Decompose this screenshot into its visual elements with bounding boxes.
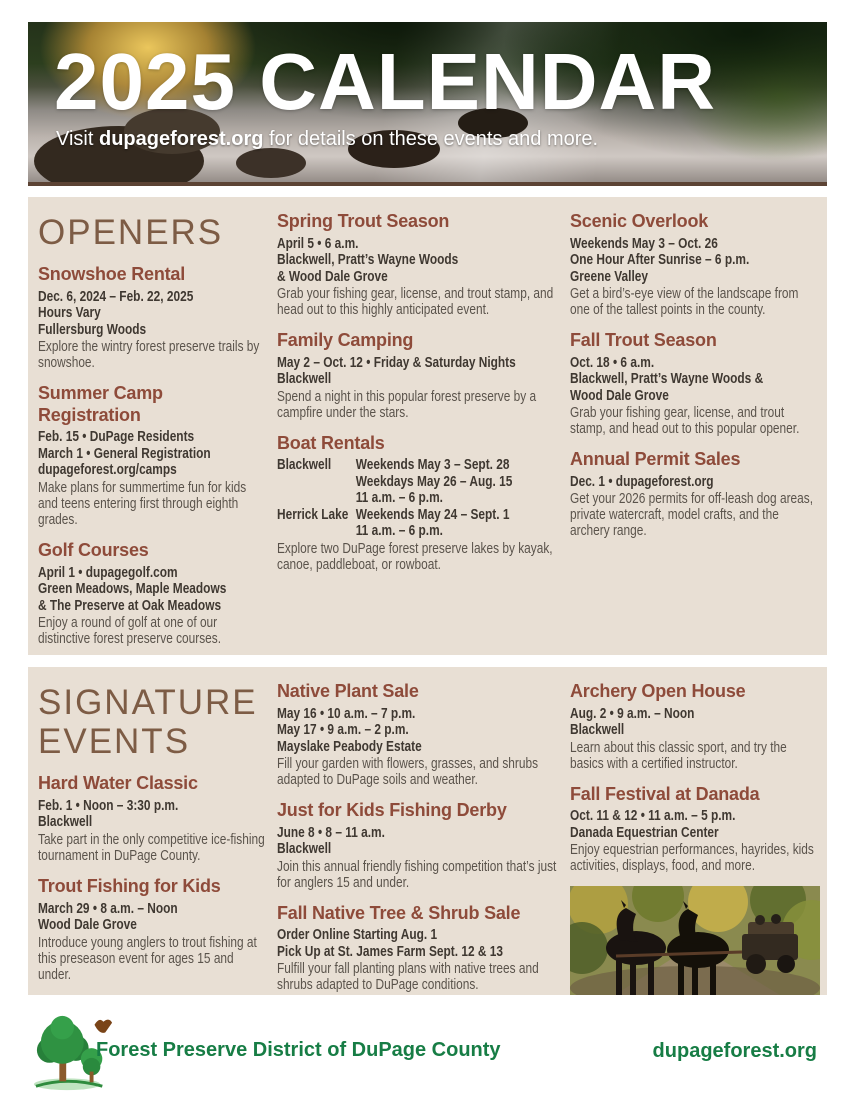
rental-location: Herrick Lake bbox=[277, 506, 349, 523]
event-description: Join this annual friendly fishing competition that’s just for anglers 15 and under. bbox=[277, 858, 557, 891]
event-body bbox=[38, 429, 267, 528]
event-info-line: Blackwell bbox=[570, 722, 625, 739]
event-info-line: Mayslake Peabody Estate bbox=[277, 738, 422, 755]
event-info bbox=[38, 565, 267, 615]
event-info-line: Danada Equestrian Center bbox=[570, 824, 719, 841]
event-info bbox=[570, 474, 817, 491]
rental-schedule-row bbox=[277, 507, 560, 540]
rental-times bbox=[356, 457, 560, 507]
event-title: Hard Water Classic bbox=[38, 773, 198, 794]
event-info-line: Oct. 11 & 12 • 11 a.m. – 5 p.m. bbox=[570, 808, 736, 825]
event-info-line: April 5 • 6 a.m. bbox=[277, 235, 359, 252]
event-title: Fall Native Tree & Shrub Sale bbox=[277, 902, 521, 923]
event-golf-courses bbox=[38, 540, 277, 647]
openers-heading: OPENERS bbox=[38, 213, 224, 252]
event-title: Trout Fishing for Kids bbox=[38, 875, 221, 896]
event-info-line: Aug. 2 • 9 a.m. – Noon bbox=[570, 705, 695, 722]
event-info-line: June 8 • 8 – 11 a.m. bbox=[277, 824, 385, 841]
event-description: Grab your fishing gear, license, and trout stamp, and head out to this highly anticipated event. bbox=[277, 286, 554, 319]
rental-time-line: Weekdays May 26 – Aug. 15 bbox=[355, 473, 513, 490]
event-body bbox=[38, 289, 267, 372]
signature-events-column-2 bbox=[277, 681, 570, 995]
openers-column-2 bbox=[277, 211, 570, 655]
event-annual-permit-sales bbox=[570, 449, 827, 539]
event-fall-festival-at-danada bbox=[570, 784, 827, 875]
hero-subtitle-prefix: Visit bbox=[56, 128, 99, 150]
event-info bbox=[277, 927, 560, 960]
bird-icon bbox=[95, 1020, 113, 1033]
event-description: Explore two DuPage forest preserve lakes by kayak, canoe, paddleboat, or rowboat. bbox=[277, 540, 553, 573]
event-body bbox=[38, 901, 267, 983]
event-info-line: Feb. 1 • Noon – 3:30 p.m. bbox=[38, 797, 179, 814]
event-spring-trout-season bbox=[277, 211, 570, 318]
event-info-line: Wood Dale Grove bbox=[38, 917, 137, 934]
event-hard-water-classic bbox=[38, 773, 277, 864]
event-fall-native-tree-shrub-sale bbox=[277, 903, 570, 994]
event-body bbox=[277, 457, 560, 573]
event-title: Just for Kids Fishing Derby bbox=[277, 800, 507, 821]
footer-org-name: Forest Preserve District of DuPage County bbox=[96, 1039, 501, 1061]
event-title: Fall Trout Season bbox=[570, 330, 717, 351]
event-description: Introduce young anglers to trout fishing at this preseason event for ages 15 and under. bbox=[38, 934, 257, 983]
hero-subtitle-suffix: for details on these events and more. bbox=[263, 128, 599, 150]
event-description: Spend a night in this popular forest preserve by a campfire under the stars. bbox=[277, 388, 537, 421]
rental-time-line: 11 a.m. – 6 p.m. bbox=[355, 490, 443, 507]
event-info-line: May 2 – Oct. 12 • Friday & Saturday Nights bbox=[277, 354, 516, 371]
event-title: Scenic Overlook bbox=[570, 211, 709, 231]
signature-events-heading: SIGNATURE EVENTS bbox=[38, 683, 258, 762]
event-info-line: Fullersburg Woods bbox=[38, 321, 147, 338]
event-info-line: March 1 • General Registration bbox=[38, 445, 211, 462]
event-info bbox=[38, 901, 267, 934]
event-archery-open-house bbox=[570, 681, 827, 772]
event-info-line: Green Meadows, Maple Meadows bbox=[38, 581, 227, 598]
event-info-line: Blackwell, Pratt’s Wayne Woods & bbox=[570, 371, 764, 388]
event-info-line: Blackwell bbox=[277, 371, 332, 388]
openers-column-3 bbox=[570, 211, 827, 655]
event-title: Boat Rentals bbox=[277, 432, 385, 453]
event-info-line: Feb. 15 • DuPage Residents bbox=[38, 429, 195, 446]
signature-events-section bbox=[28, 667, 827, 995]
event-info bbox=[38, 798, 267, 831]
event-info bbox=[38, 289, 267, 339]
rock-decoration bbox=[236, 148, 306, 178]
event-info bbox=[570, 236, 817, 286]
event-body bbox=[570, 355, 817, 438]
event-info bbox=[277, 236, 560, 286]
event-info-line: Pick Up at St. James Farm Sept. 12 & 13 bbox=[277, 943, 504, 960]
event-info-line: May 17 • 9 a.m. – 2 p.m. bbox=[277, 722, 409, 739]
event-info-line: Oct. 18 • 6 a.m. bbox=[570, 354, 655, 371]
hero-subtitle-url: dupageforest.org bbox=[98, 128, 264, 150]
event-info-line: April 1 • dupagegolf.com bbox=[38, 564, 178, 581]
event-info-line: Blackwell bbox=[277, 841, 332, 858]
signature-events-column-3 bbox=[570, 681, 827, 995]
event-scenic-overlook bbox=[570, 211, 827, 318]
event-title: Annual Permit Sales bbox=[570, 449, 741, 470]
event-info-line: & The Preserve at Oak Meadows bbox=[38, 597, 222, 614]
event-title: Snowshoe Rental bbox=[38, 264, 186, 285]
event-trout-fishing-for-kids bbox=[38, 876, 277, 983]
event-info-line: One Hour After Sunrise – 6 p.m. bbox=[570, 252, 750, 269]
event-title: Native Plant Sale bbox=[277, 681, 419, 701]
event-photo-block bbox=[570, 886, 827, 995]
signature-events-column-1 bbox=[38, 681, 277, 995]
event-title: Golf Courses bbox=[38, 539, 149, 560]
event-description: Take part in the only competitive ice-fishing tournament in DuPage County. bbox=[38, 831, 265, 864]
event-info bbox=[570, 808, 817, 841]
openers-section bbox=[28, 197, 827, 655]
rental-time-line: 11 a.m. – 6 p.m. bbox=[355, 523, 443, 540]
event-info-line: Weekends May 3 – Oct. 26 bbox=[570, 235, 718, 252]
event-description: Get your 2026 permits for off-leash dog areas, private watercraft, model crafts, and the archery range. bbox=[570, 491, 814, 540]
event-info bbox=[570, 706, 817, 739]
rental-time-line: Weekends May 3 – Sept. 28 bbox=[355, 457, 510, 474]
event-info-line: Dec. 1 • dupageforest.org bbox=[570, 473, 714, 490]
signature-events-columns bbox=[28, 667, 827, 995]
event-info-line: May 16 • 10 a.m. – 7 p.m. bbox=[277, 705, 416, 722]
event-fall-trout-season bbox=[570, 330, 827, 437]
event-description: Explore the wintry forest preserve trails by snowshoe. bbox=[38, 339, 260, 372]
openers-column-1 bbox=[38, 211, 277, 655]
event-description: Grab your fishing gear, license, and trout stamp, and head out to this popular opener. bbox=[570, 405, 800, 438]
event-snowshoe-rental bbox=[38, 264, 277, 371]
event-info-line: Hours Vary bbox=[38, 305, 101, 322]
page-title: 2025 CALENDAR bbox=[54, 37, 717, 126]
event-info bbox=[277, 706, 560, 756]
event-info-line: & Wood Dale Grove bbox=[277, 268, 388, 285]
event-body bbox=[570, 236, 817, 319]
event-info bbox=[277, 825, 560, 858]
event-description: Get a bird’s-eye view of the landscape from one of the tallest points in the county. bbox=[570, 286, 799, 319]
event-description: Enjoy equestrian performances, hayrides, kids activities, displays, food, and more. bbox=[570, 842, 814, 875]
hero-photo bbox=[28, 22, 827, 186]
event-description: Learn about this classic sport, and try the basics with a certified instructor. bbox=[570, 739, 787, 772]
event-info bbox=[570, 355, 817, 405]
footer bbox=[28, 995, 827, 1111]
event-body bbox=[570, 808, 817, 874]
event-info-line: Dec. 6, 2024 – Feb. 22, 2025 bbox=[38, 288, 194, 305]
event-body bbox=[277, 825, 560, 891]
hero-subtitle bbox=[56, 128, 598, 151]
event-info-line: Blackwell, Pratt’s Wayne Woods bbox=[277, 252, 459, 269]
event-info-line: Blackwell bbox=[38, 814, 93, 831]
event-description: Fulfill your fall planting plans with native trees and shrubs adapted to DuPage conditions. bbox=[277, 961, 539, 994]
event-body bbox=[570, 706, 817, 772]
event-body bbox=[38, 798, 267, 864]
event-body bbox=[277, 927, 560, 993]
event-body bbox=[277, 355, 560, 421]
rental-location: Blackwell bbox=[277, 457, 332, 474]
event-info-line: dupageforest.org/camps bbox=[38, 462, 177, 479]
rental-time-line: Weekends May 24 – Sept. 1 bbox=[355, 506, 510, 523]
rental-schedule-row bbox=[277, 457, 560, 507]
event-info-line: Wood Dale Grove bbox=[570, 387, 669, 404]
event-body bbox=[277, 706, 560, 789]
event-title: Family Camping bbox=[277, 330, 414, 351]
event-title: Fall Festival at Danada bbox=[570, 783, 760, 804]
event-description: Fill your garden with flowers, grasses, and shrubs adapted to DuPage soils and weather. bbox=[277, 756, 539, 789]
event-info-line: March 29 • 8 a.m. – Noon bbox=[38, 900, 178, 917]
footer-website: dupageforest.org bbox=[652, 1040, 817, 1062]
event-title: Summer Camp Registration bbox=[38, 383, 163, 425]
openers-columns bbox=[28, 197, 827, 655]
event-info-line: Order Online Starting Aug. 1 bbox=[277, 927, 438, 944]
event-native-plant-sale bbox=[277, 681, 570, 788]
event-info-line: Greene Valley bbox=[570, 268, 649, 285]
event-title: Spring Trout Season bbox=[277, 211, 450, 231]
horse-drawn-wagon-autumn-forest-photo bbox=[570, 886, 820, 995]
event-title: Archery Open House bbox=[570, 681, 746, 701]
event-just-for-kids-fishing-derby bbox=[277, 800, 570, 891]
event-summer-camp-registration bbox=[38, 383, 277, 528]
event-body bbox=[38, 565, 267, 648]
event-description: Make plans for summertime fun for kids and teens entering first through eighth grades. bbox=[38, 479, 247, 528]
event-body bbox=[570, 474, 817, 540]
event-info bbox=[277, 355, 560, 388]
event-description: Enjoy a round of golf at one of our distinctive forest preserve courses. bbox=[38, 615, 222, 648]
rental-times bbox=[356, 507, 560, 540]
event-family-camping bbox=[277, 330, 570, 421]
event-boat-rentals bbox=[277, 433, 570, 573]
event-info bbox=[38, 429, 267, 479]
event-body bbox=[277, 236, 560, 319]
